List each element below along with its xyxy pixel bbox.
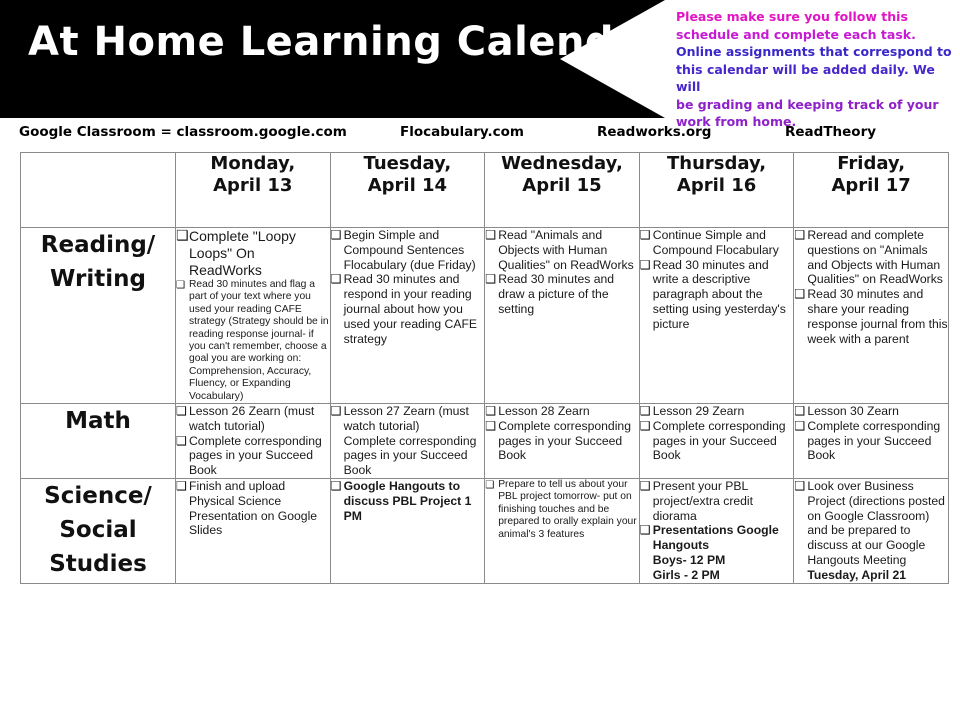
note-line-4: this calendar will be added daily. We will xyxy=(676,61,935,94)
task-item[interactable] xyxy=(794,228,948,287)
day-header-date: April 14 xyxy=(367,175,448,196)
day-header-0 xyxy=(176,153,331,228)
task-list xyxy=(331,479,485,523)
task-list xyxy=(176,228,330,403)
task-item[interactable] xyxy=(640,228,794,258)
task-text: Lesson 29 Zearn xyxy=(652,404,745,419)
checkbox-icon: ❑ xyxy=(330,404,342,419)
task-text: Girls - 2 PM xyxy=(652,567,720,582)
task-text: Lesson 26 Zearn (must watch tutorial) xyxy=(189,404,315,433)
checkbox-icon: ❑ xyxy=(485,228,497,242)
task-text: Read 30 minutes and respond in your reading journal about how you used your reading CAFE strategy xyxy=(343,272,478,346)
task-cell[interactable] xyxy=(176,479,331,584)
task-item[interactable] xyxy=(485,419,639,463)
task-cell[interactable] xyxy=(639,479,794,584)
task-list xyxy=(176,404,330,478)
task-list xyxy=(794,228,948,346)
task-item[interactable] xyxy=(176,279,330,403)
task-item[interactable] xyxy=(485,404,639,419)
task-text: Finish and upload Physical Science Presentation on Google Slides xyxy=(189,479,318,538)
subject-label-line: Reading/ xyxy=(40,232,156,258)
subject-label-line: Studies xyxy=(49,551,147,578)
resource-link-flocabulary[interactable]: Flocabulary.com xyxy=(400,124,524,140)
task-item[interactable] xyxy=(794,419,948,463)
checkbox-icon: ❑ xyxy=(639,257,651,272)
resource-link-google-classroom[interactable]: Google Classroom = classroom.google.com xyxy=(19,124,347,140)
day-header-day: Tuesday, xyxy=(363,153,452,174)
day-header-date: April 13 xyxy=(213,175,293,196)
subject-label-2 xyxy=(21,479,176,584)
task-text: Look over Business Project (directions posted on Google Classroom) and be prepared to discuss at our Google Hangouts Meeting xyxy=(807,479,945,568)
task-text: Complete corresponding pages in your Succeed Book xyxy=(498,418,631,463)
task-text: Read "Animals and Objects with Human Qualities" on ReadWorks xyxy=(498,228,634,272)
checkbox-icon: ❑ xyxy=(330,479,342,494)
calendar-subject-row xyxy=(21,228,949,404)
checkbox-icon: ❑ xyxy=(639,228,651,242)
task-text: Google Hangouts to discuss PBL Project 1 PM xyxy=(343,479,472,523)
resource-link-readtheory[interactable]: ReadTheory xyxy=(785,124,877,140)
checkbox-icon: ❑ xyxy=(639,404,651,419)
task-item[interactable] xyxy=(640,258,794,332)
task-text: Read 30 minutes and write a descriptive paragraph about the setting using yesterday's picture xyxy=(652,257,786,331)
day-header-1 xyxy=(330,153,485,228)
task-text: Complete corresponding pages in your Succeed Book xyxy=(652,418,786,463)
day-header-day: Thursday, xyxy=(667,153,767,174)
task-list xyxy=(485,479,639,541)
task-text: Present your PBL project/extra credit diorama xyxy=(652,479,754,523)
task-item[interactable] xyxy=(794,568,948,583)
note-line-3: Online assignments that correspond to xyxy=(676,44,952,59)
task-text: Presentations Google Hangouts xyxy=(652,523,779,553)
task-cell[interactable] xyxy=(330,228,485,404)
day-header-2 xyxy=(485,153,640,228)
task-text: Prepare to tell us about your PBL project tomorrow- put on finishing touches and be prepared to orally explain your animal's 3 features xyxy=(498,479,637,540)
calendar-subject-row xyxy=(21,404,949,479)
subject-label-1 xyxy=(21,404,176,479)
task-list xyxy=(640,479,794,583)
checkbox-icon: ❑ xyxy=(330,272,342,287)
task-cell[interactable] xyxy=(485,228,640,404)
task-list xyxy=(331,228,485,346)
checkbox-icon: ❑ xyxy=(330,228,342,242)
day-header-day: Monday, xyxy=(210,153,296,174)
checkbox-icon: ❑ xyxy=(176,228,189,244)
task-cell[interactable] xyxy=(485,479,640,584)
calendar-table xyxy=(20,152,949,584)
task-item[interactable] xyxy=(331,404,485,434)
header-banner xyxy=(0,0,960,129)
task-cell[interactable] xyxy=(485,404,640,479)
task-list xyxy=(176,479,330,538)
task-text: Lesson 28 Zearn xyxy=(498,404,590,419)
task-item[interactable] xyxy=(485,228,639,272)
checkbox-icon: ❑ xyxy=(485,418,497,433)
checkbox-icon: ❑ xyxy=(794,228,806,242)
checkbox-icon: ❑ xyxy=(485,272,497,287)
task-cell[interactable] xyxy=(794,404,949,479)
checkbox-icon: ❑ xyxy=(176,479,187,494)
subject-label-0 xyxy=(21,228,176,404)
task-item[interactable] xyxy=(176,228,330,279)
day-header-3 xyxy=(639,153,794,228)
calendar-header-row xyxy=(21,153,949,228)
task-item[interactable] xyxy=(176,434,330,478)
task-item[interactable] xyxy=(331,479,485,523)
task-item[interactable] xyxy=(640,479,794,523)
task-text: Tuesday, April 21 xyxy=(807,567,907,582)
task-item[interactable] xyxy=(176,479,330,538)
note-line-2: schedule and complete each task. xyxy=(676,26,916,42)
task-item[interactable] xyxy=(794,479,948,568)
task-list xyxy=(640,404,794,463)
instructions-note xyxy=(676,8,956,131)
day-header-date: April 17 xyxy=(831,175,911,196)
task-item[interactable] xyxy=(485,479,639,541)
checkbox-icon: ❑ xyxy=(176,279,186,291)
subject-label-line: Writing xyxy=(50,266,146,292)
day-header-date: April 16 xyxy=(676,175,757,196)
checkbox-icon: ❑ xyxy=(176,433,187,448)
task-text: Complete corresponding pages in your Succeed Book xyxy=(343,433,477,478)
task-cell[interactable] xyxy=(639,228,794,404)
note-line-5: be grading and keeping track of your xyxy=(676,96,939,112)
checkbox-icon: ❑ xyxy=(485,404,497,419)
task-cell[interactable] xyxy=(330,479,485,584)
task-text: Complete "Loopy Loops" On ReadWorks xyxy=(189,228,296,278)
checkbox-icon: ❑ xyxy=(639,523,651,538)
task-item[interactable] xyxy=(485,272,639,316)
note-line-6: work from home. xyxy=(676,114,797,129)
task-list xyxy=(640,228,794,332)
day-header-4 xyxy=(794,153,949,228)
task-list xyxy=(331,404,485,478)
task-item[interactable] xyxy=(640,523,794,553)
task-cell[interactable] xyxy=(794,228,949,404)
resource-links-row xyxy=(0,118,960,152)
task-text: Lesson 27 Zearn (must watch tutorial) xyxy=(343,404,469,433)
task-item[interactable] xyxy=(640,404,794,419)
task-cell[interactable] xyxy=(794,479,949,584)
checkbox-icon: ❑ xyxy=(794,404,806,419)
day-header-date: April 15 xyxy=(522,175,602,196)
task-item[interactable] xyxy=(794,287,948,346)
task-cell[interactable] xyxy=(639,404,794,479)
subject-label-line: Social xyxy=(59,517,137,544)
subject-label-line: Math xyxy=(65,408,131,435)
task-text: Read 30 minutes and draw a picture of the setting xyxy=(498,272,615,316)
calendar-corner-cell xyxy=(21,153,176,228)
checkbox-icon: ❑ xyxy=(794,287,806,302)
task-cell[interactable] xyxy=(176,404,331,479)
task-cell[interactable] xyxy=(176,228,331,404)
task-item[interactable] xyxy=(331,434,485,478)
day-header-day: Friday, xyxy=(837,153,906,174)
task-list xyxy=(485,404,639,463)
task-text: Reread and complete questions on "Animals and Objects with Human Qualities" on ReadWorks xyxy=(807,228,943,287)
task-text: Continue Simple and Compound Flocabulary xyxy=(652,228,779,257)
subject-label-line: Science/ xyxy=(44,483,152,510)
note-line-1: Please make sure you follow this xyxy=(676,9,908,24)
task-item[interactable] xyxy=(640,553,794,568)
task-list xyxy=(794,404,948,463)
calendar-subject-row xyxy=(21,479,949,584)
checkbox-icon: ❑ xyxy=(794,479,806,494)
task-item[interactable] xyxy=(331,272,485,346)
checkbox-icon: ❑ xyxy=(176,404,187,419)
task-text: Complete corresponding pages in your Succeed Book xyxy=(807,418,941,463)
task-text: Boys- 12 PM xyxy=(652,553,726,568)
task-cell[interactable] xyxy=(330,404,485,479)
checkbox-icon: ❑ xyxy=(639,418,651,433)
task-item[interactable] xyxy=(794,404,948,419)
task-text: Lesson 30 Zearn xyxy=(807,404,899,419)
checkbox-icon: ❑ xyxy=(794,418,806,433)
task-item[interactable] xyxy=(640,419,794,463)
checkbox-icon: ❑ xyxy=(639,479,651,494)
task-item[interactable] xyxy=(331,228,485,272)
task-list xyxy=(485,228,639,317)
task-text: Begin Simple and Compound Sentences Flocabulary (due Friday) xyxy=(343,228,476,272)
page-title: At Home Learning Calendar xyxy=(28,19,662,65)
task-item[interactable] xyxy=(640,568,794,583)
task-text: Read 30 minutes and flag a part of your text where you used your reading CAFE strategy (Strategy should be in reading response journal- if you can't remember, choose a goal you are working on: Comprehension, Accuracy, Fluency, or Expanding Vocabulary) xyxy=(189,279,329,402)
checkbox-icon: ❑ xyxy=(485,479,495,492)
task-text: Read 30 minutes and share your reading response journal from this week with a parent xyxy=(807,287,948,346)
day-header-day: Wednesday, xyxy=(501,153,623,174)
task-item[interactable] xyxy=(176,404,330,434)
task-text: Complete corresponding pages in your Succeed Book xyxy=(189,433,322,478)
resource-link-readworks[interactable]: Readworks.org xyxy=(597,124,712,140)
task-list xyxy=(794,479,948,583)
